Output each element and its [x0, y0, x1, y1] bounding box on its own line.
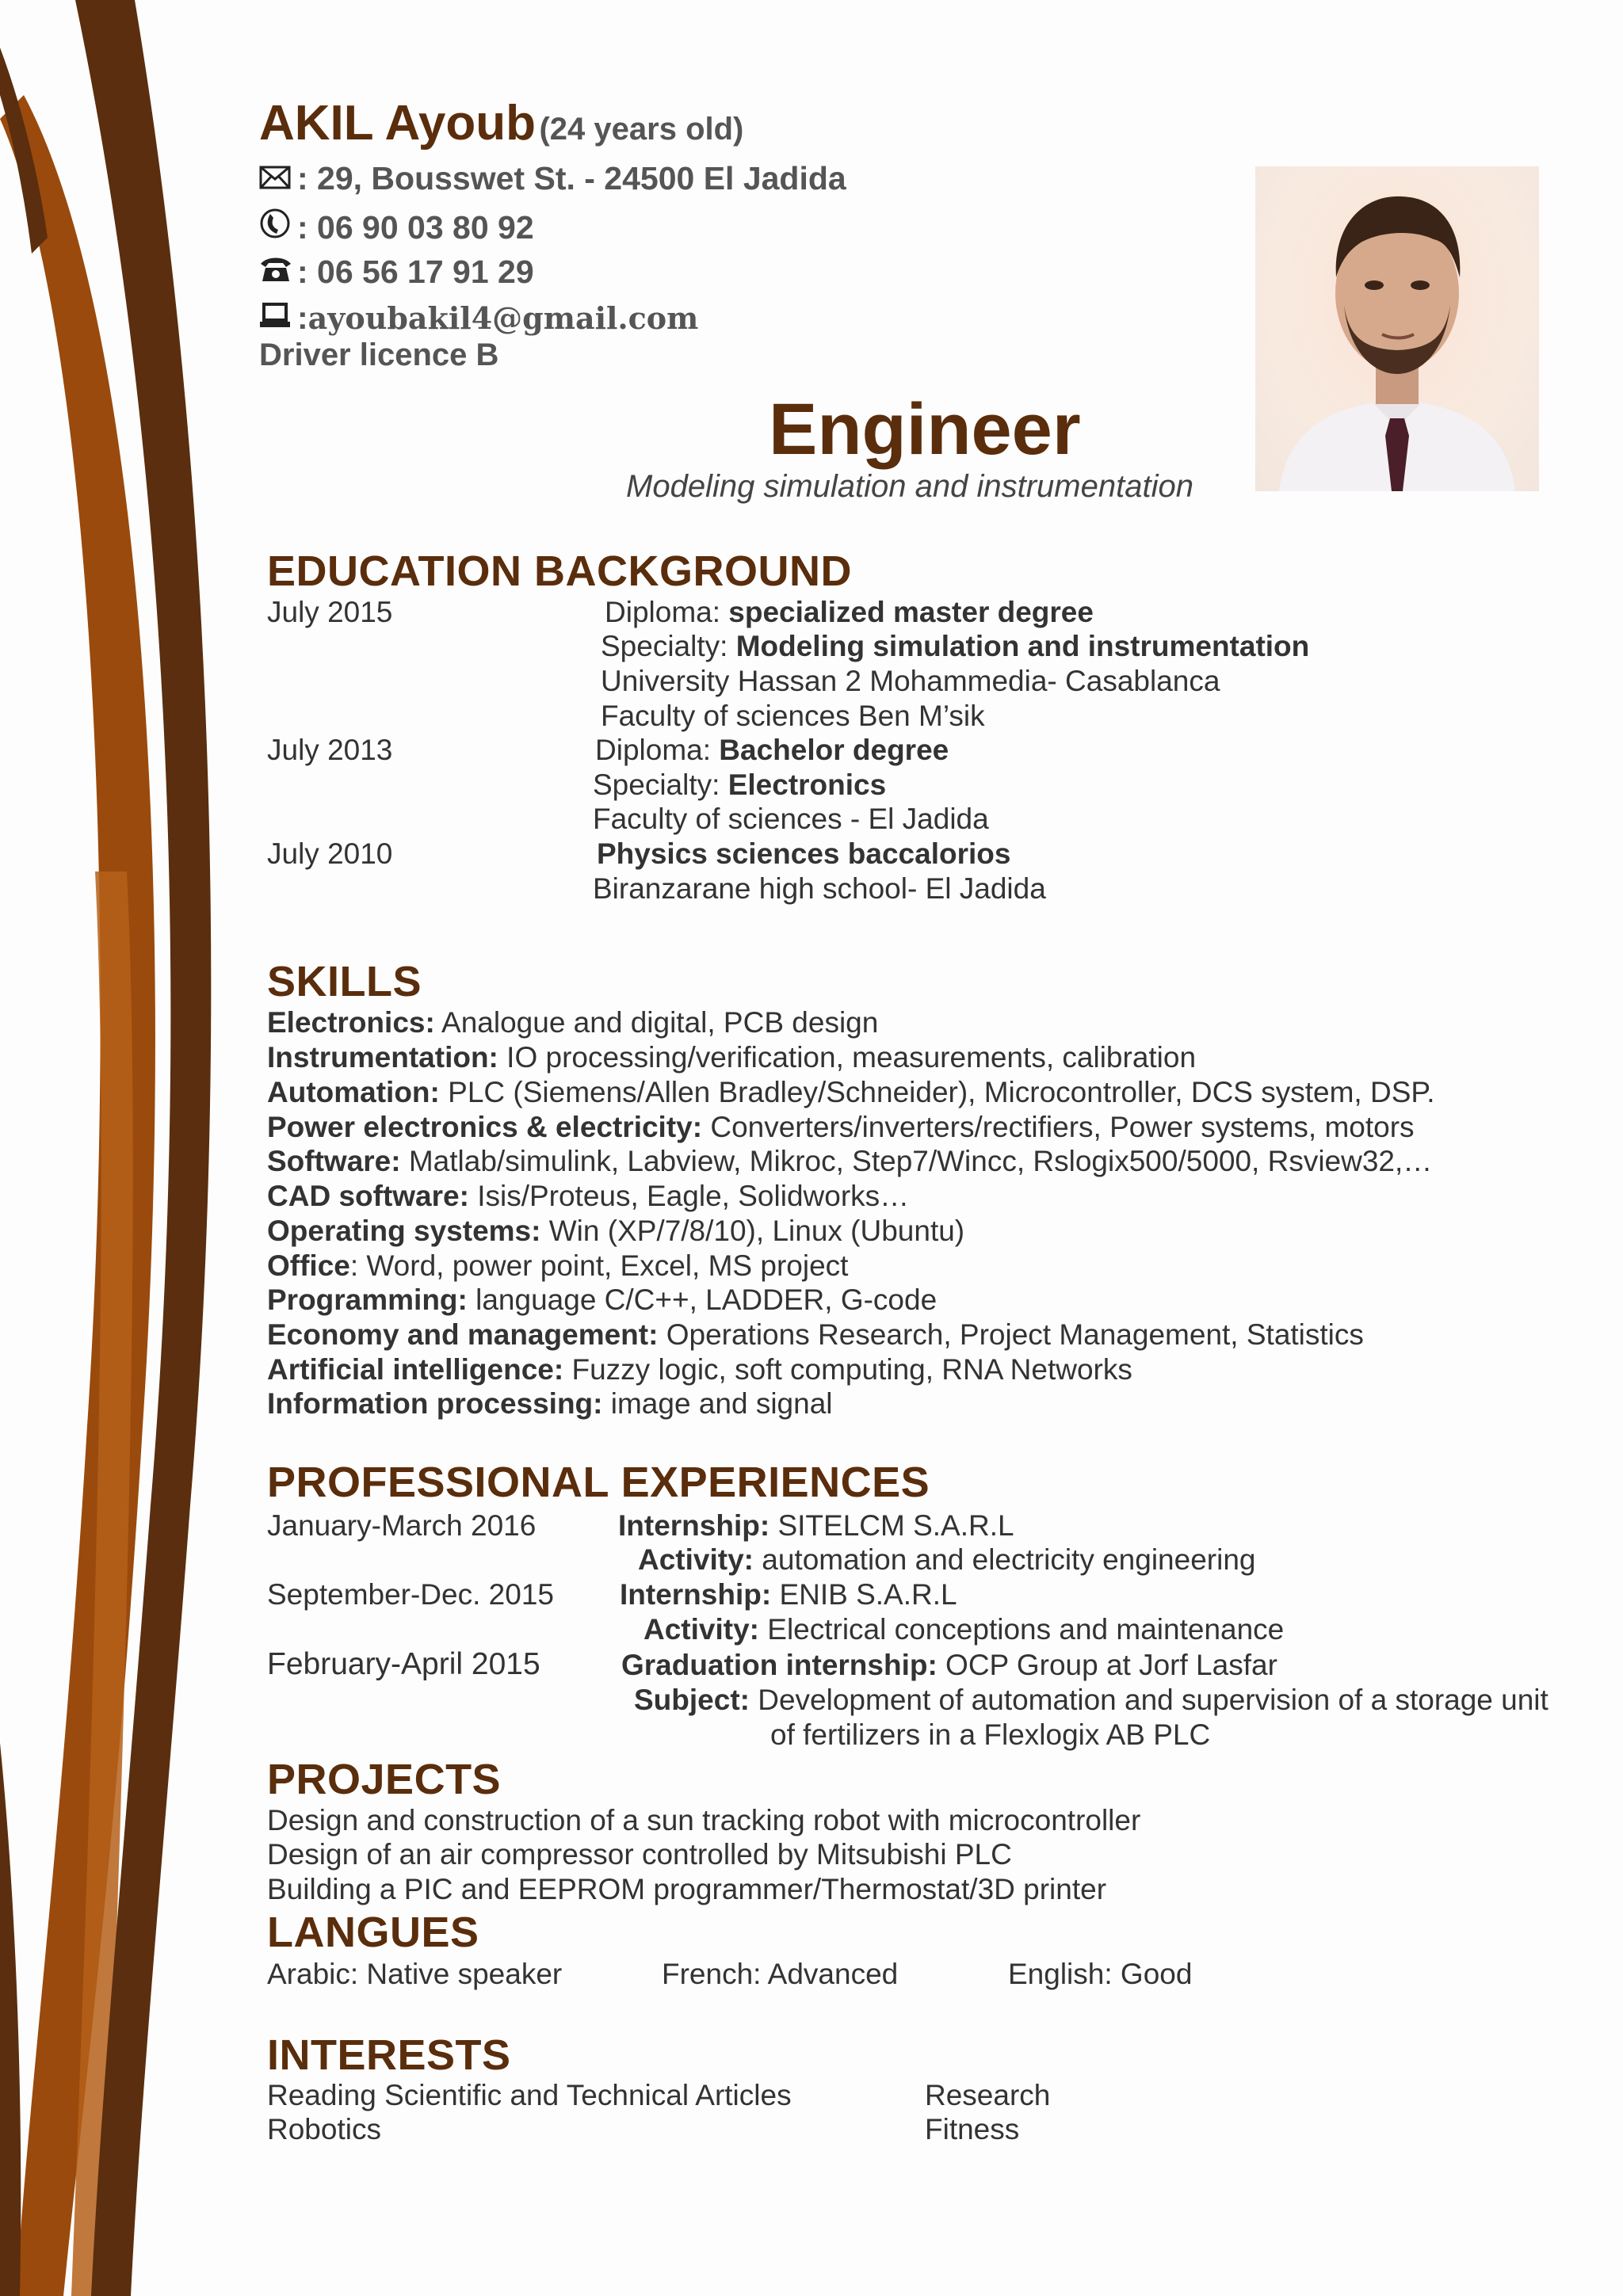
education-line: Diploma: Bachelor degree	[595, 734, 949, 766]
experience-main: Internship: SITELCM S.A.R.L	[618, 1509, 1014, 1542]
projects-heading: PROJECTS	[267, 1756, 502, 1803]
skill-item: Operating systems: Win (XP/7/8/10), Linux (Ubuntu)	[267, 1215, 965, 1247]
education-line: Specialty: Modeling simulation and instrumentation	[601, 630, 1310, 662]
stripe-bottom-left	[0, 1743, 21, 2296]
profile-photo	[1255, 166, 1539, 491]
language-item: English: Good	[1008, 1958, 1193, 1990]
email-prefix: :	[297, 299, 308, 336]
telephone-icon	[259, 254, 294, 291]
education-line: Biranzarane high school- El Jadida	[593, 872, 1046, 905]
job-title: Engineer	[769, 389, 1081, 470]
experience-date-1: January-March 2016	[267, 1509, 537, 1542]
experience-main: Graduation internship: OCP Group at Jorf Lasfar	[621, 1649, 1277, 1681]
experience-heading: PROFESSIONAL EXPERIENCES	[267, 1459, 930, 1506]
email-line	[259, 299, 698, 337]
decorative-stripes	[0, 0, 238, 2296]
phone-line	[259, 254, 534, 291]
education-date-3: July 2010	[267, 837, 393, 870]
project-item: Building a PIC and EEPROM programmer/Thermostat/3D printer	[267, 1873, 1107, 1905]
mobile-phone-icon	[259, 208, 294, 247]
education-heading: EDUCATION BACKGROUND	[267, 547, 852, 595]
portrait-illustration	[1255, 166, 1539, 491]
mobile-line	[259, 208, 534, 247]
skill-item: CAD software: Isis/Proteus, Eagle, Solidworks…	[267, 1180, 910, 1212]
mobile-text: : 06 90 03 80 92	[297, 208, 534, 246]
skill-item: Information processing: image and signal	[267, 1387, 833, 1420]
skill-item: Electronics: Analogue and digital, PCB design	[267, 1006, 879, 1039]
skill-item: Office: Word, power point, Excel, MS project	[267, 1249, 849, 1282]
interest-item: Robotics	[267, 2113, 381, 2145]
education-line: Physics sciences baccalorios	[597, 837, 1011, 870]
skill-item: Artificial intelligence: Fuzzy logic, soft computing, RNA Networks	[267, 1353, 1132, 1386]
experience-main: Internship: ENIB S.A.R.L	[620, 1578, 957, 1611]
computer-icon	[259, 299, 294, 337]
education-date-1: July 2015	[267, 596, 393, 628]
candidate-age: (24 years old)	[539, 112, 744, 147]
candidate-name: AKIL Ayoub	[259, 96, 537, 151]
email-text[interactable]: ayoubakil4@gmail.com	[307, 300, 699, 336]
phone-text: : 06 56 17 91 29	[297, 254, 534, 290]
skills-heading: SKILLS	[267, 958, 422, 1005]
language-item: Arabic: Native speaker	[267, 1958, 563, 1990]
skill-item: Programming: language C/C++, LADDER, G-code	[267, 1283, 938, 1316]
name-line	[259, 95, 743, 151]
job-subtitle: Modeling simulation and instrumentation	[626, 469, 1193, 504]
interests-heading: INTERESTS	[267, 2031, 511, 2079]
project-item: Design and construction of a sun tracking robot with microcontroller	[267, 1804, 1141, 1836]
language-item: French: Advanced	[662, 1958, 899, 1990]
skill-item: Economy and management: Operations Research, Project Management, Statistics	[267, 1318, 1364, 1351]
skill-item: Software: Matlab/simulink, Labview, Mikroc, Step7/Wincc, Rslogix500/5000, Rsview32,…	[267, 1145, 1433, 1177]
education-line: University Hassan 2 Mohammedia- Casablanca	[601, 665, 1220, 697]
skill-item: Power electronics & electricity: Converters/inverters/rectifiers, Power systems, motors	[267, 1111, 1415, 1143]
experience-sub-continued: of fertilizers in a Flexlogix AB PLC	[770, 1718, 1211, 1751]
experience-sub: Subject: Development of automation and supervision of a storage unit	[634, 1684, 1549, 1716]
education-line: Specialty: Electronics	[593, 769, 887, 801]
experience-sub: Activity: Electrical conceptions and maintenance	[643, 1613, 1285, 1646]
education-line: Faculty of sciences Ben M’sik	[601, 700, 985, 732]
address-text: : 29, Bousswet St. - 24500 El Jadida	[297, 160, 846, 196]
languages-heading: LANGUES	[267, 1909, 479, 1956]
project-item: Design of an air compressor controlled by Mitsubishi PLC	[267, 1838, 1012, 1871]
skill-item: Automation: PLC (Siemens/Allen Bradley/Schneider), Microcontroller, DCS system, DSP.	[267, 1076, 1435, 1108]
envelope-icon	[259, 160, 294, 197]
driver-licence: Driver licence B	[259, 338, 499, 372]
address-line	[259, 160, 846, 197]
education-date-2: July 2013	[267, 734, 393, 766]
interest-item: Fitness	[925, 2113, 1020, 2145]
experience-date-3: February-April 2015	[267, 1647, 540, 1681]
education-line: Diploma: specialized master degree	[605, 596, 1094, 628]
education-line: Faculty of sciences - El Jadida	[593, 803, 989, 835]
experience-date-2: September-Dec. 2015	[267, 1578, 554, 1611]
interest-item: Research	[925, 2079, 1051, 2111]
experience-sub: Activity: automation and electricity engineering	[638, 1543, 1256, 1576]
skill-item: Instrumentation: IO processing/verification, measurements, calibration	[267, 1041, 1197, 1074]
interest-item: Reading Scientific and Technical Articles	[267, 2079, 792, 2111]
